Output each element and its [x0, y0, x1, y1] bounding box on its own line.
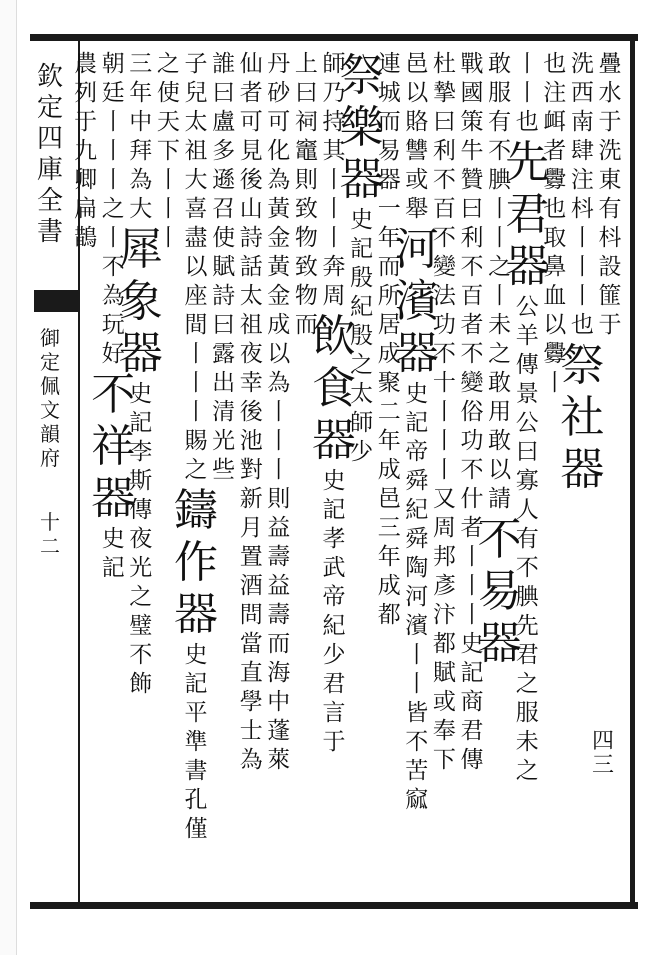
text-column: 洗 西 南 肆 注 枓 丨 丨 丨 也 祭 社 器: [560, 51, 605, 495]
top-border: [30, 34, 638, 41]
text-column: 師 乃 持 其 丨 丨 丨 奔 周 飲 食 器 史 記 孝 武 帝 紀 少 君 言 于: [312, 51, 356, 755]
text-column: 三 年 中 拜 為 大 犀 象 器 史 記 李 斯 傳 夜 光 之 璧 不 飾: [118, 51, 163, 697]
text-column: 丨 丨 也 先 君 器 公 羊 傳 景 公 曰 寡 人 有 不 腆 先 君 之 服 未 之: [505, 51, 550, 784]
text-column: 仙 者 可 見 後 山 詩 話 太 祖 夜 幸 後 池 對 新 月 置 酒 問 當 直 學 士 為: [239, 51, 263, 773]
text-column: 連 城 而 易 器 一 年 而 所 居 成 聚 二 年 成 邑 三 年 成 都: [377, 51, 401, 628]
margin-book-title: 御 定 佩 文 韻 府: [40, 326, 60, 470]
text-column: 朝 廷 丨 丨 丨 之 丨 不 為 玩 好 不 祥 器 史 記: [91, 51, 136, 581]
page-number: 四 三: [591, 729, 614, 778]
text-column: 丹 砂 可 化 為 黃 金 黃 金 成 以 為 丨 丨 丨 則 益 壽 益 壽 而 海 中 蓬 萊: [267, 51, 291, 773]
text-column: 祭 樂 器 史 記 殷 紀 殷 之 太 師 少: [339, 50, 384, 465]
text-column: 子 兒 太 祖 大 喜 盡 以 座 間 丨 丨 丨 賜 之 鑄 作 器 史 記 平 準 書 孔 僅: [174, 51, 218, 842]
text-column: 上 曰 祠 竈 則 致 物 致 物 而: [294, 51, 318, 338]
text-column: 敢 服 有 不 腆 丨 丨 之 丨 未 之 敢 用 敢 以 請 不 易 器: [477, 51, 522, 669]
text-column: 也 注 衈 者 釁 也 取 鼻 血 以 釁 丨: [543, 51, 567, 396]
margin-book-series-title: 欽 定 四 庫 全 書: [36, 62, 63, 247]
text-column: 邑 以 賂 讐 或 舉 河 濱 器 史 記 帝 舜 紀 舜 陶 河 濱 丨 丨 皆 不 苦 窳: [394, 51, 439, 813]
bottom-border: [30, 902, 638, 909]
margin-volume-number: 十 二: [40, 510, 60, 558]
text-column: 戰 國 策 牛 贊 曰 利 不 百 者 不 變 俗 功 不 什 者 丨 丨 丨 史 記 商 君 傳: [460, 51, 484, 773]
text-column: 農 列 于 九 卿 扁 鵲: [74, 51, 98, 251]
text-column: 之 使 天 下 丨 丨 丨: [156, 51, 180, 251]
page-edge: [0, 0, 17, 955]
text-column: 疊 水 于 洗 東 有 枓 設 篚 于: [598, 51, 622, 338]
text-column: 誰 曰 盧 多 遜 召 使 賦 詩 曰 露 出 清 光 些: [212, 51, 236, 483]
text-column: 杜 摯 曰 利 不 百 不 變 法 功 不 十 丨 丨 丨 又 周 邦 彥 汴 都 賦 或 奉 下: [432, 51, 456, 773]
